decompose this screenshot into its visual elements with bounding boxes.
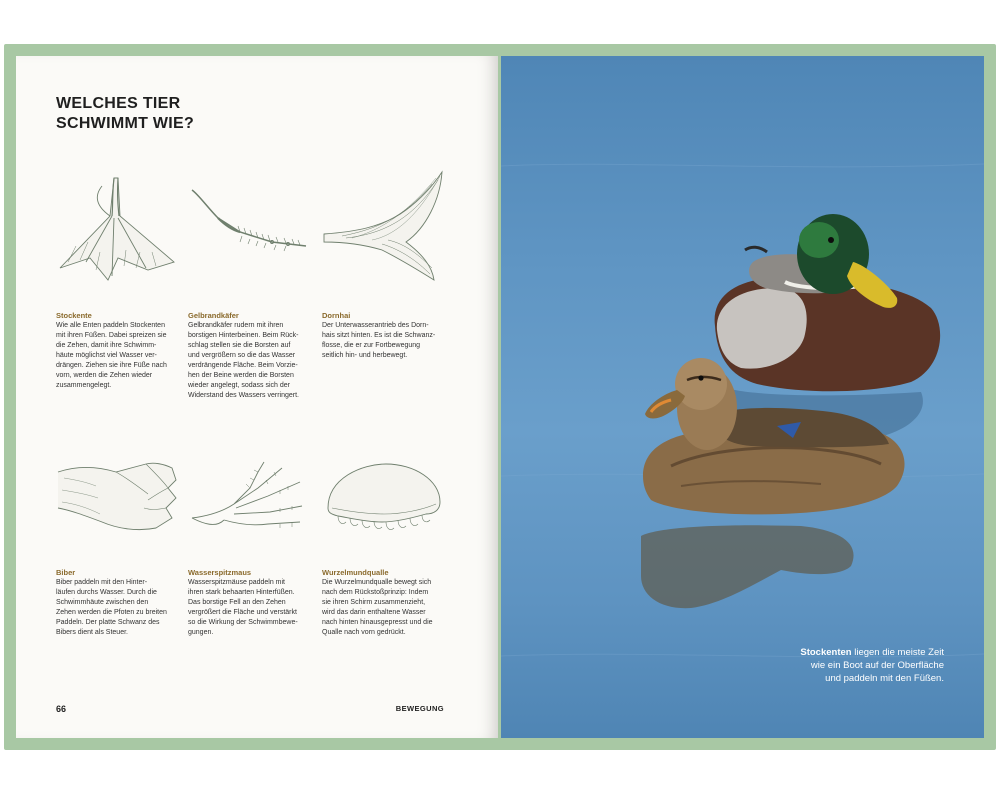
photo-caption [800,646,944,685]
entry-text: Biber paddeln mit den Hinter- läufen durchs Wasser. Durch die Schwimmhäute zwischen den Zehen werden die Pfoten zu breiten Paddeln. Der platte Schwanz des Bibers dient als Steuer. [56,579,167,636]
duck-foot-icon [56,176,176,288]
page-number: 66 [56,704,67,714]
entry-text: Die Wurzelmundqualle bewegt sich nach dem Rückstoßprinzip: Indem sie ihren Schirm zusammenzieht, wird das darin enthaltene Wasser nach hinten hinausgepresst und die Qualle nach vorn gedrückt. [322,579,433,636]
entry-wasserspitzmaus [188,568,312,638]
entry-title: Dornhai [322,311,351,320]
page-title: WELCHES TIER SCHWIMMT WIE? [56,95,195,132]
shrew-foot-icon [188,458,312,534]
entry-text: Wie alle Enten paddeln Stockenten mit ihren Füßen. Dabei spreizen sie die Zehen, damit ihre Schwimm- häute möglichst viel Wasser ver- drängen. Ziehen sie ihre Füße nach vorn, werden die Zehen wieder zusammengelegt. [56,322,167,389]
beetle-leg-icon [188,184,310,254]
entry-text: Der Unterwasserantrieb des Dorn- hais sitzt hinten. Es ist die Schwanz- flosse, die er zur Fortbewegung seitlich hin- und herbewegt. [322,322,436,359]
entry-title: Stockente [56,311,92,320]
entry-dornhai [322,311,446,361]
entry-gelbrandkaefer [188,311,312,401]
right-page [501,56,984,738]
shark-tail-icon [322,170,446,284]
jellyfish-icon [322,458,446,534]
caption-line-2: wie ein Boot auf der Oberfläche [810,660,944,671]
entry-title: Biber [56,568,76,577]
entry-wurzelmundqualle [322,568,452,638]
caption-line-3: und paddeln mit den Füßen. [825,673,944,684]
left-page [16,56,498,738]
entry-title: Wurzelmundqualle [322,568,389,577]
entry-biber [56,568,174,638]
caption-bold: Stockenten [800,647,852,658]
entry-title: Wasserspitzmaus [188,568,252,577]
entry-stockente [56,311,174,391]
entry-text: Gelbrandkäfer rudern mit ihren borstigen Hinterbeinen. Beim Rück- schlag stellen sie die Borsten auf und vergrößern so die das Wasser verdrängende Fläche. Beim Vorzie- hen der Beine werden die Borsten wieder angelegt, sodass sich der Widerstand des Wassers verringert. [188,322,299,399]
two-mallard-ducks-photo [501,56,984,738]
entry-title: Gelbrandkäfer [188,311,239,320]
section-label: BEWEGUNG [395,704,444,713]
entry-text: Wasserspitzmäuse paddeln mit ihren stark behaarten Hinterfüßen. Das borstige Fell an den Zehen vergrößert die Fläche und verstärkt so die Wirkung der Schwimmbewe- gungen. [188,579,298,636]
book-spread [4,44,996,750]
beaver-foot-icon [56,458,180,534]
caption-line-1: liegen die meiste Zeit [851,647,944,658]
